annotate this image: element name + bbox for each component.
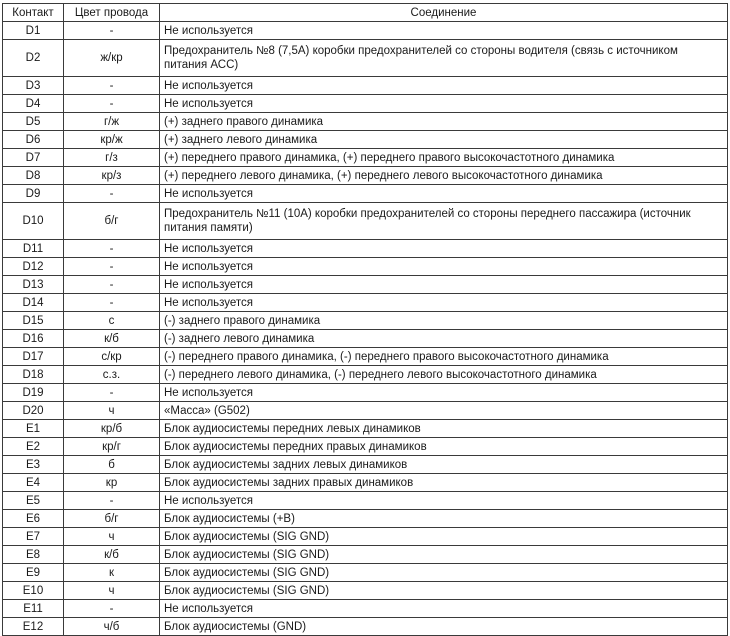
connection-cell: Не используется xyxy=(160,294,728,312)
connection-cell: Блок аудиосистемы (SIG GND) xyxy=(160,546,728,564)
connection-cell: Предохранитель №11 (10А) коробки предохранителей со стороны переднего пассажира (источник питания памяти) xyxy=(160,203,728,240)
table-row xyxy=(3,438,728,456)
connection-cell: Блок аудиосистемы (GND) xyxy=(160,618,728,636)
wire-color-cell: - xyxy=(64,185,160,203)
contact-cell: D14 xyxy=(3,294,64,312)
table-row xyxy=(3,40,728,77)
wire-color-cell: ч xyxy=(64,528,160,546)
wire-color-cell: - xyxy=(64,384,160,402)
wire-color-cell: - xyxy=(64,276,160,294)
connection-cell: Блок аудиосистемы (SIG GND) xyxy=(160,528,728,546)
wire-color-cell: к/б xyxy=(64,330,160,348)
wire-color-cell: б xyxy=(64,456,160,474)
connection-cell: (-) заднего правого динамика xyxy=(160,312,728,330)
contact-cell: D5 xyxy=(3,113,64,131)
connection-cell: Блок аудиосистемы передних правых динамиков xyxy=(160,438,728,456)
contact-cell: D7 xyxy=(3,149,64,167)
contact-cell: E12 xyxy=(3,618,64,636)
table-row xyxy=(3,582,728,600)
header-connection: Соединение xyxy=(160,4,728,22)
contact-cell: D19 xyxy=(3,384,64,402)
contact-cell: D15 xyxy=(3,312,64,330)
connection-cell: Не используется xyxy=(160,492,728,510)
table-header-row xyxy=(3,4,728,22)
contact-cell: E9 xyxy=(3,564,64,582)
table-row xyxy=(3,276,728,294)
wire-color-cell: - xyxy=(64,258,160,276)
wire-color-cell: кр/б xyxy=(64,420,160,438)
contact-cell: E7 xyxy=(3,528,64,546)
wire-color-cell: - xyxy=(64,95,160,113)
connection-cell: (-) переднего правого динамика, (-) переднего правого высокочастотного динамика xyxy=(160,348,728,366)
table-row xyxy=(3,113,728,131)
table-row xyxy=(3,167,728,185)
table-row xyxy=(3,131,728,149)
table-row xyxy=(3,258,728,276)
table-row xyxy=(3,348,728,366)
table-row xyxy=(3,492,728,510)
table-row xyxy=(3,474,728,492)
connection-cell: Не используется xyxy=(160,22,728,40)
connection-cell: (+) переднего правого динамика, (+) переднего правого высокочастотного динамика xyxy=(160,149,728,167)
connection-cell: Не используется xyxy=(160,276,728,294)
contact-cell: D12 xyxy=(3,258,64,276)
table-row xyxy=(3,420,728,438)
table-row xyxy=(3,528,728,546)
contact-cell: D6 xyxy=(3,131,64,149)
table-row xyxy=(3,564,728,582)
contact-cell: D18 xyxy=(3,366,64,384)
connection-cell: Блок аудиосистемы передних левых динамиков xyxy=(160,420,728,438)
connection-cell: «Масса» (G502) xyxy=(160,402,728,420)
contact-cell: D20 xyxy=(3,402,64,420)
connection-cell: Не используется xyxy=(160,77,728,95)
table-row xyxy=(3,203,728,240)
contact-cell: D16 xyxy=(3,330,64,348)
wire-color-cell: с.з. xyxy=(64,366,160,384)
wire-color-cell: с/кр xyxy=(64,348,160,366)
contact-cell: D1 xyxy=(3,22,64,40)
table-row xyxy=(3,77,728,95)
table-row xyxy=(3,384,728,402)
header-wire-color: Цвет провода xyxy=(64,4,160,22)
wire-color-cell: - xyxy=(64,240,160,258)
table-row xyxy=(3,510,728,528)
wire-color-cell: - xyxy=(64,22,160,40)
contact-cell: D17 xyxy=(3,348,64,366)
wire-color-cell: с xyxy=(64,312,160,330)
table-body xyxy=(3,22,728,636)
contact-cell: E4 xyxy=(3,474,64,492)
contact-cell: E8 xyxy=(3,546,64,564)
connection-cell: (+) заднего левого динамика xyxy=(160,131,728,149)
connection-cell: Не используется xyxy=(160,384,728,402)
wire-color-cell: б/г xyxy=(64,203,160,240)
contact-cell: E10 xyxy=(3,582,64,600)
wire-color-cell: - xyxy=(64,492,160,510)
wire-color-cell: - xyxy=(64,77,160,95)
connection-cell: Блок аудиосистемы (+В) xyxy=(160,510,728,528)
table-row xyxy=(3,456,728,474)
connection-cell: (-) заднего левого динамика xyxy=(160,330,728,348)
connection-cell: Не используется xyxy=(160,258,728,276)
contact-cell: E6 xyxy=(3,510,64,528)
contact-cell: E1 xyxy=(3,420,64,438)
wire-color-cell: б/г xyxy=(64,510,160,528)
connection-cell: (-) переднего левого динамика, (-) переднего левого высокочастотного динамика xyxy=(160,366,728,384)
table-row xyxy=(3,402,728,420)
connection-cell: Блок аудиосистемы задних правых динамиков xyxy=(160,474,728,492)
connector-pinout-table xyxy=(2,3,728,636)
wire-color-cell: к/б xyxy=(64,546,160,564)
connection-cell: Блок аудиосистемы (SIG GND) xyxy=(160,582,728,600)
contact-cell: D13 xyxy=(3,276,64,294)
table-row xyxy=(3,22,728,40)
wire-color-cell: ч/б xyxy=(64,618,160,636)
contact-cell: D4 xyxy=(3,95,64,113)
table-row xyxy=(3,95,728,113)
wire-color-cell: кр/ж xyxy=(64,131,160,149)
connection-cell: Не используется xyxy=(160,95,728,113)
table-row xyxy=(3,149,728,167)
wire-color-cell: кр/г xyxy=(64,438,160,456)
table-row xyxy=(3,312,728,330)
contact-cell: D2 xyxy=(3,40,64,77)
wire-color-cell: г/ж xyxy=(64,113,160,131)
wire-color-cell: - xyxy=(64,600,160,618)
table-row xyxy=(3,185,728,203)
connection-cell: Не используется xyxy=(160,185,728,203)
contact-cell: D9 xyxy=(3,185,64,203)
contact-cell: D3 xyxy=(3,77,64,95)
wire-color-cell: - xyxy=(64,294,160,312)
contact-cell: D8 xyxy=(3,167,64,185)
table-row xyxy=(3,330,728,348)
connection-cell: Не используется xyxy=(160,600,728,618)
header-contact: Контакт xyxy=(3,4,64,22)
wire-color-cell: к xyxy=(64,564,160,582)
connection-cell: Блок аудиосистемы (SIG GND) xyxy=(160,564,728,582)
wire-color-cell: кр/з xyxy=(64,167,160,185)
contact-cell: E2 xyxy=(3,438,64,456)
wire-color-cell: ч xyxy=(64,402,160,420)
table-row xyxy=(3,294,728,312)
table-row xyxy=(3,240,728,258)
contact-cell: E11 xyxy=(3,600,64,618)
contact-cell: E5 xyxy=(3,492,64,510)
connection-cell: (+) заднего правого динамика xyxy=(160,113,728,131)
wire-color-cell: ч xyxy=(64,582,160,600)
connection-cell: Предохранитель №8 (7,5А) коробки предохранителей со стороны водителя (связь с источником питания АСС) xyxy=(160,40,728,77)
contact-cell: D10 xyxy=(3,203,64,240)
wire-color-cell: г/з xyxy=(64,149,160,167)
contact-cell: D11 xyxy=(3,240,64,258)
connection-cell: (+) переднего левого динамика, (+) переднего левого высокочастотного динамика xyxy=(160,167,728,185)
wire-color-cell: ж/кр xyxy=(64,40,160,77)
wire-color-cell: кр xyxy=(64,474,160,492)
contact-cell: E3 xyxy=(3,456,64,474)
table-row xyxy=(3,546,728,564)
table-row xyxy=(3,600,728,618)
connection-cell: Не используется xyxy=(160,240,728,258)
table-row xyxy=(3,366,728,384)
connection-cell: Блок аудиосистемы задних левых динамиков xyxy=(160,456,728,474)
